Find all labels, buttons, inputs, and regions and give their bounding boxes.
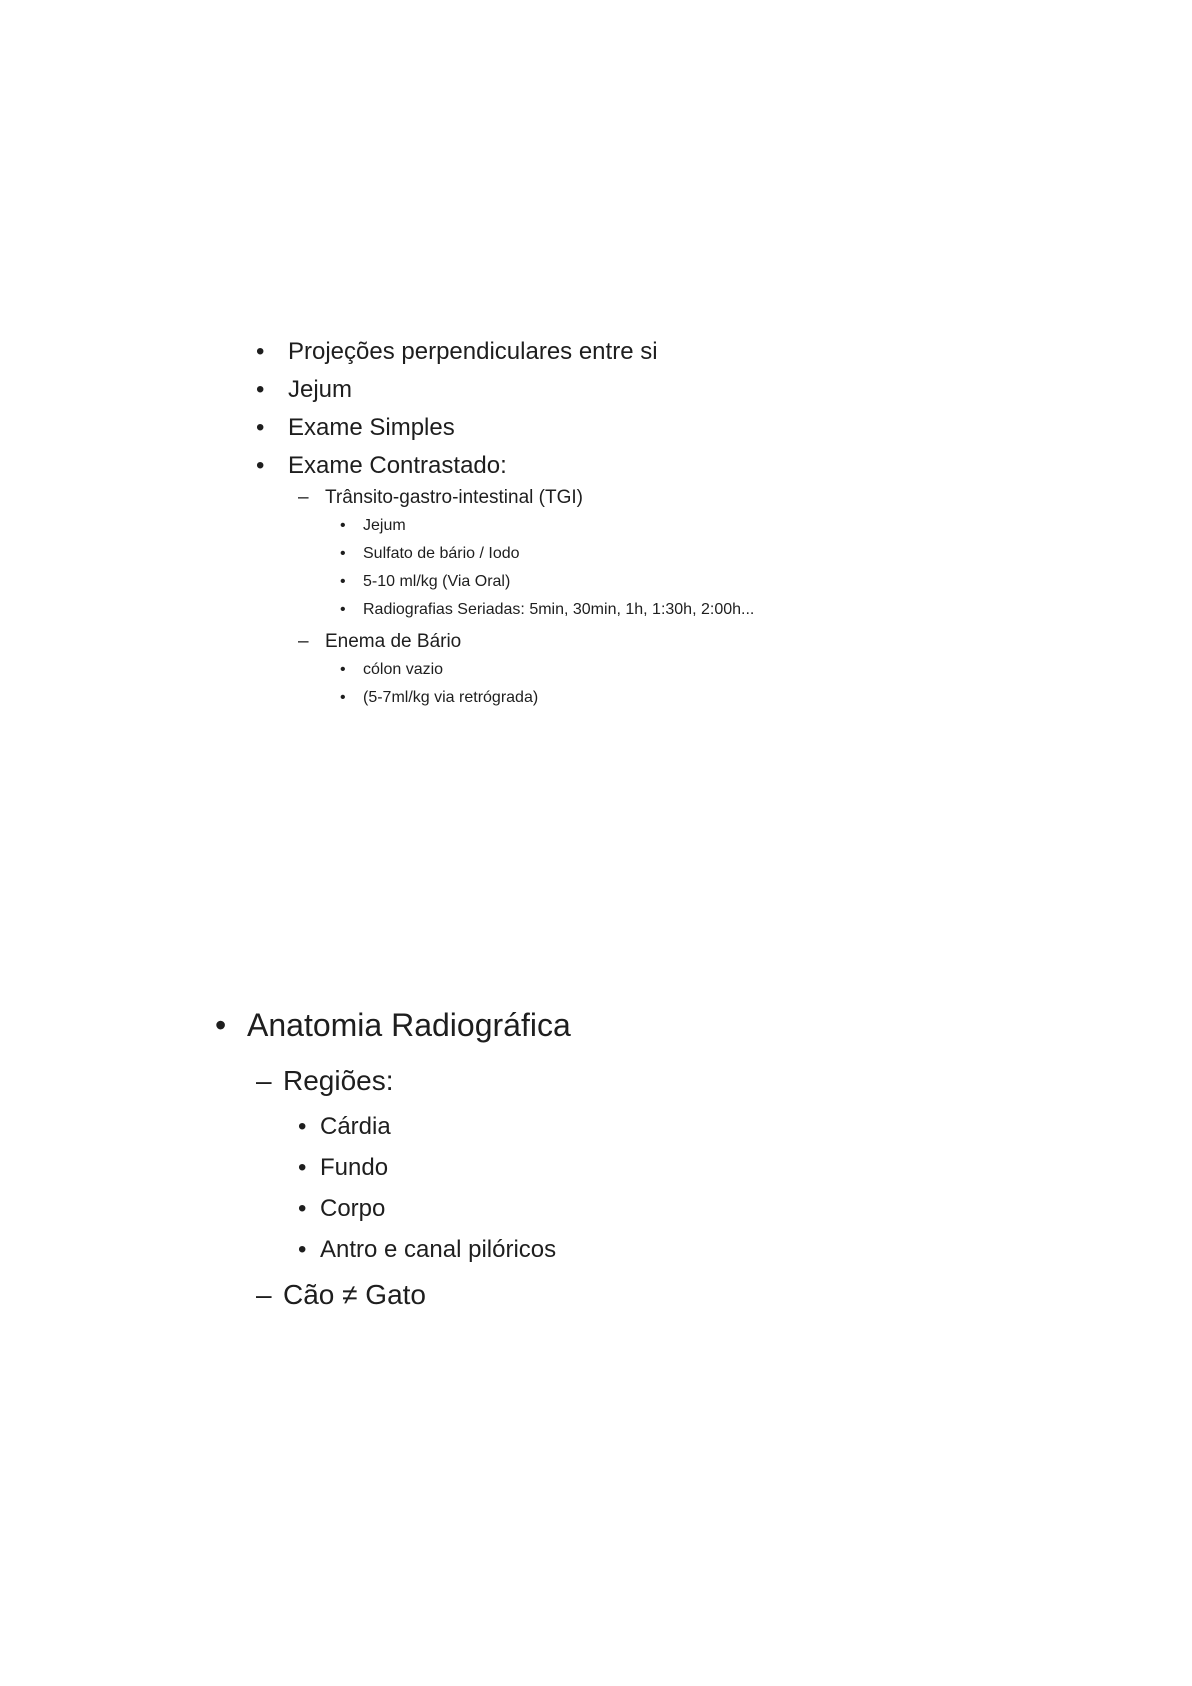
regiao-item-text: Corpo <box>320 1195 386 1222</box>
tgi-item <box>340 602 754 618</box>
bullet-marker: • <box>256 376 265 403</box>
enema-item-text: cólon vazio <box>363 661 444 678</box>
bullet-marker: • <box>340 573 346 590</box>
tgi-item <box>340 518 406 534</box>
tgi-item <box>340 574 510 590</box>
enema-item-text: (5-7ml/kg via retrógrada) <box>363 689 539 706</box>
regiao-item-text: Fundo <box>320 1154 389 1181</box>
subitem-text: Regiões: <box>283 1065 394 1096</box>
enema-item <box>340 690 538 706</box>
subitem-cao-gato <box>256 1281 426 1309</box>
tgi-item-text: Sulfato de bário / Iodo <box>363 545 520 562</box>
bullet-text: Exame Simples <box>288 414 455 441</box>
slide-2 <box>0 843 1192 1686</box>
bullet-marker: • <box>256 452 265 479</box>
bullet-marker: • <box>340 689 346 706</box>
bullet-marker: • <box>298 1195 307 1222</box>
bullet-item <box>256 454 507 478</box>
tgi-item <box>340 546 520 562</box>
bullet-marker: • <box>340 545 346 562</box>
dash-marker: – <box>256 1065 272 1096</box>
bullet-item <box>256 416 455 440</box>
subitem-text: Trânsito-gastro-intestinal (TGI) <box>325 487 583 508</box>
bullet-marker: • <box>215 1007 227 1043</box>
bullet-marker: • <box>256 414 265 441</box>
regiao-item <box>298 1115 391 1139</box>
bullet-item <box>256 378 352 402</box>
subitem-regioes <box>256 1067 394 1095</box>
bullet-marker: • <box>298 1113 307 1140</box>
subitem-text: Enema de Bário <box>325 631 462 652</box>
bullet-item <box>256 340 658 364</box>
subitem-text: Cão ≠ Gato <box>283 1279 426 1310</box>
tgi-item-text: Jejum <box>363 517 406 534</box>
heading-text: Anatomia Radiográfica <box>247 1007 571 1043</box>
dash-marker: – <box>298 487 309 508</box>
regiao-item-text: Antro e canal pilóricos <box>320 1236 557 1263</box>
bullet-marker: • <box>340 601 346 618</box>
slide-heading <box>215 1009 571 1041</box>
subitem-tgi <box>298 488 583 507</box>
subitem-enema <box>298 632 461 651</box>
bullet-marker: • <box>340 517 346 534</box>
bullet-marker: • <box>340 661 346 678</box>
regiao-item <box>298 1197 385 1221</box>
regiao-item-text: Cárdia <box>320 1113 391 1140</box>
bullet-text: Projeções perpendiculares entre si <box>288 338 658 365</box>
bullet-marker: • <box>298 1154 307 1181</box>
bullet-text: Exame Contrastado: <box>288 452 507 479</box>
bullet-marker: • <box>298 1236 307 1263</box>
tgi-item-text: Radiografias Seriadas: 5min, 30min, 1h, 1:30h, 2:00h... <box>363 601 755 618</box>
regiao-item <box>298 1238 556 1262</box>
bullet-marker: • <box>256 338 265 365</box>
enema-item <box>340 662 443 678</box>
tgi-item-text: 5-10 ml/kg (Via Oral) <box>363 573 511 590</box>
dash-marker: – <box>298 631 309 652</box>
dash-marker: – <box>256 1279 272 1310</box>
bullet-text: Jejum <box>288 376 353 403</box>
regiao-item <box>298 1156 388 1180</box>
